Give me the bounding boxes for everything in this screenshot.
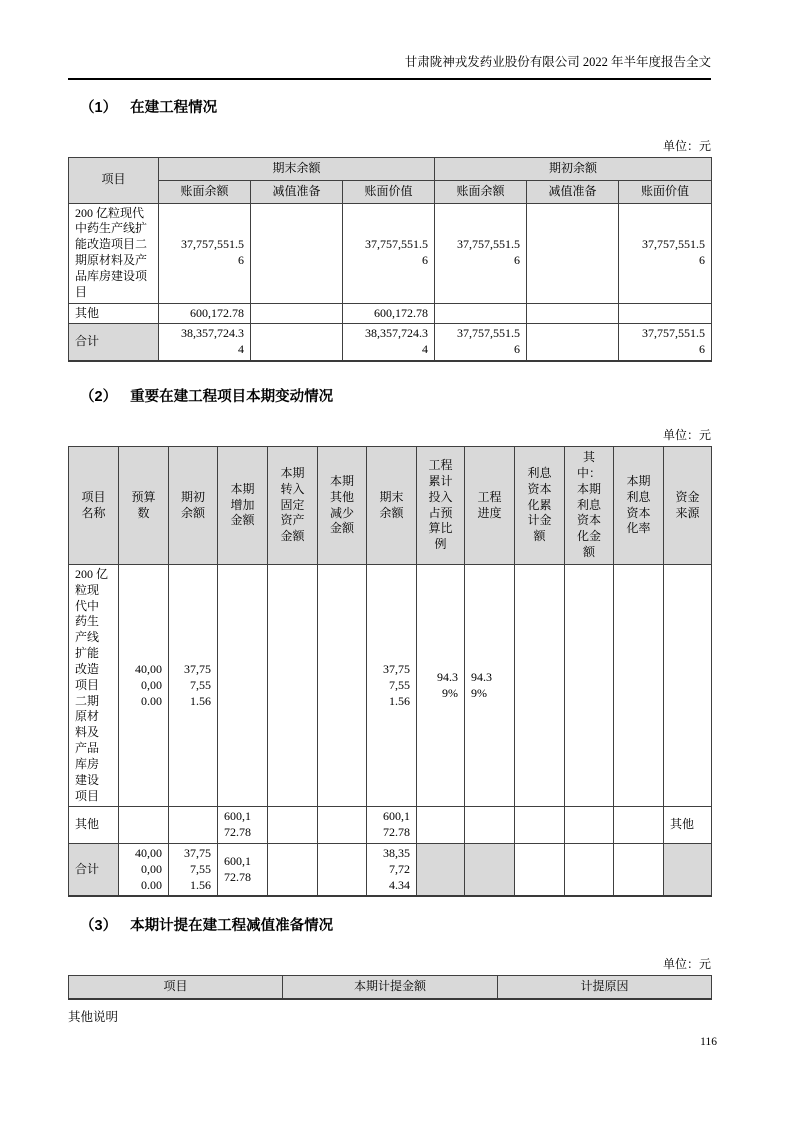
- cell-value: [268, 843, 318, 896]
- cell-value: [515, 843, 565, 896]
- column-group-period-begin: 期初余额: [435, 158, 712, 181]
- cell-value: 37,757,551.56: [435, 324, 527, 361]
- project-changes-table: [68, 446, 712, 897]
- cell-row-label: 其他: [69, 807, 119, 844]
- section-2-number: （2）: [80, 389, 118, 406]
- impairment-table-header: [69, 976, 712, 999]
- column-header-fund-source: 资金来源: [664, 447, 712, 565]
- cell-value: 37,757,551.56: [619, 324, 712, 361]
- construction-in-progress-table: [68, 157, 712, 362]
- column-header-book-value-begin: 账面价值: [619, 180, 712, 203]
- column-header-provision-amount: 本期计提金额: [283, 976, 498, 999]
- unit-label-1: 单位：元: [662, 139, 711, 153]
- column-header-other-decrease: 本期其他减少金额: [318, 447, 367, 565]
- section-2-heading: [68, 388, 711, 407]
- report-header-title: 甘肃陇神戎发药业股份有限公司 2022 年半年度报告全文: [68, 54, 711, 80]
- cell-value: [318, 807, 367, 844]
- cell-value: [318, 564, 367, 806]
- cell-value: [664, 843, 712, 896]
- column-header-capitalized-interest-total: 利息资本化累计金额: [515, 447, 565, 565]
- other-note-label: 其他说明: [68, 1010, 119, 1025]
- section-1-number: （1）: [80, 100, 118, 116]
- cell-value: [251, 203, 343, 303]
- cell-value: 38,357,724.34: [343, 324, 435, 361]
- cell-value: [119, 807, 169, 844]
- column-header-project-name: 项目名称: [69, 447, 119, 565]
- impairment-provision-table: [68, 975, 712, 1000]
- unit-label-3: 单位：元: [662, 957, 711, 972]
- cell-value: [465, 807, 515, 844]
- column-header-capitalization-rate: 本期利息资本化率: [614, 447, 664, 565]
- cell-fund-source: 其他: [664, 807, 712, 844]
- cell-value: [515, 564, 565, 806]
- cell-value: 600,172.78: [367, 807, 417, 844]
- cell-value: 37,757,551.56: [169, 564, 218, 806]
- cell-value: [465, 843, 515, 896]
- cell-total-label: 合计: [69, 324, 159, 361]
- cell-value: [614, 843, 664, 896]
- cell-value: 40,000,000.00: [119, 843, 169, 896]
- unit-label-2: 单位：元: [662, 428, 711, 443]
- column-header-book-value-end: 账面价值: [343, 180, 435, 203]
- cell-value: [565, 564, 614, 806]
- cell-value: [417, 807, 465, 844]
- cell-value: 37,757,551.56: [159, 203, 251, 303]
- cell-value: [527, 324, 619, 361]
- cell-value: [251, 303, 343, 324]
- section-2-title: 重要在建工程项目本期变动情况: [130, 389, 334, 406]
- cell-value: [251, 324, 343, 361]
- cell-value: 40,000,000.00: [119, 564, 169, 806]
- cell-value: 37,757,551.56: [619, 203, 712, 303]
- cell-value: [318, 843, 367, 896]
- column-header-book-balance-end: 账面余额: [159, 180, 251, 203]
- cell-value: 600,172.78: [218, 843, 268, 896]
- cell-value: 37,757,551.56: [367, 564, 417, 806]
- cell-value: 600,172.78: [218, 807, 268, 844]
- cell-value: [614, 807, 664, 844]
- column-header-provision-reason: 计提原因: [498, 976, 712, 999]
- cell-value: [515, 807, 565, 844]
- cell-row-label: 其他: [69, 303, 159, 324]
- section-3-title: 本期计提在建工程减值准备情况: [130, 918, 334, 935]
- column-group-period-end: 期末余额: [159, 158, 435, 181]
- column-header-item: 项目: [69, 158, 159, 204]
- cell-value: [527, 203, 619, 303]
- cell-value: [268, 564, 318, 806]
- column-header-impairment-begin: 减值准备: [527, 180, 619, 203]
- column-header-closing-balance: 期末余额: [367, 447, 417, 565]
- table-row-total: [69, 843, 712, 896]
- section-1-heading: [68, 99, 711, 118]
- column-header-transfer-to-fixed-assets: 本期转入固定资产金额: [268, 447, 318, 565]
- cell-value: [565, 807, 614, 844]
- table-row-other: [69, 303, 712, 324]
- column-header-progress: 工程进度: [465, 447, 515, 565]
- cell-value: [527, 303, 619, 324]
- cell-value: [169, 807, 218, 844]
- cell-value: [619, 303, 712, 324]
- column-header-increase: 本期增加金额: [218, 447, 268, 565]
- cell-total-label: 合计: [69, 843, 119, 896]
- column-header-budget: 预算数: [119, 447, 169, 565]
- cell-value: 37,757,551.56: [343, 203, 435, 303]
- cell-value: [664, 564, 712, 806]
- column-header-impairment-end: 减值准备: [251, 180, 343, 203]
- cell-value: 94.39%: [417, 564, 465, 806]
- cell-value: [417, 843, 465, 896]
- cell-value: 37,757,551.56: [169, 843, 218, 896]
- table-row-total: [69, 324, 712, 361]
- cell-project-name: 200 亿粒现代中药生产线扩能改造项目二期原材料及产品库房建设项目: [69, 564, 119, 806]
- cell-value: 600,172.78: [159, 303, 251, 324]
- column-header-item: 项目: [69, 976, 283, 999]
- table-row-other: [69, 807, 712, 844]
- cell-value: [268, 807, 318, 844]
- cell-project-name: 200 亿粒现代中药生产线扩能改造项目二期原材料及产品库房建设项目: [69, 203, 159, 303]
- table-row-project: [69, 203, 712, 303]
- cip-table-header: [69, 158, 712, 204]
- section-3-number: （3）: [80, 918, 118, 935]
- cell-value: 600,172.78: [343, 303, 435, 324]
- column-header-investment-ratio: 工程累计投入占预算比例: [417, 447, 465, 565]
- changes-table-header: [69, 447, 712, 565]
- column-header-capitalized-interest-current: 其中：本期利息资本化金额: [565, 447, 614, 565]
- page-number: 116: [700, 1036, 717, 1048]
- cell-value: 37,757,551.56: [435, 203, 527, 303]
- cell-value: 38,357,724.34: [159, 324, 251, 361]
- cell-value: 94.39%: [465, 564, 515, 806]
- section-3-heading: [68, 917, 711, 936]
- column-header-opening-balance: 期初余额: [169, 447, 218, 565]
- cell-value: [435, 303, 527, 324]
- cell-value: [565, 843, 614, 896]
- column-header-book-balance-begin: 账面余额: [435, 180, 527, 203]
- table-row-project: [69, 564, 712, 806]
- section-1-title: 在建工程情况: [130, 100, 218, 116]
- cell-value: [218, 564, 268, 806]
- cell-value: [614, 564, 664, 806]
- cell-value: 38,357,724.34: [367, 843, 417, 896]
